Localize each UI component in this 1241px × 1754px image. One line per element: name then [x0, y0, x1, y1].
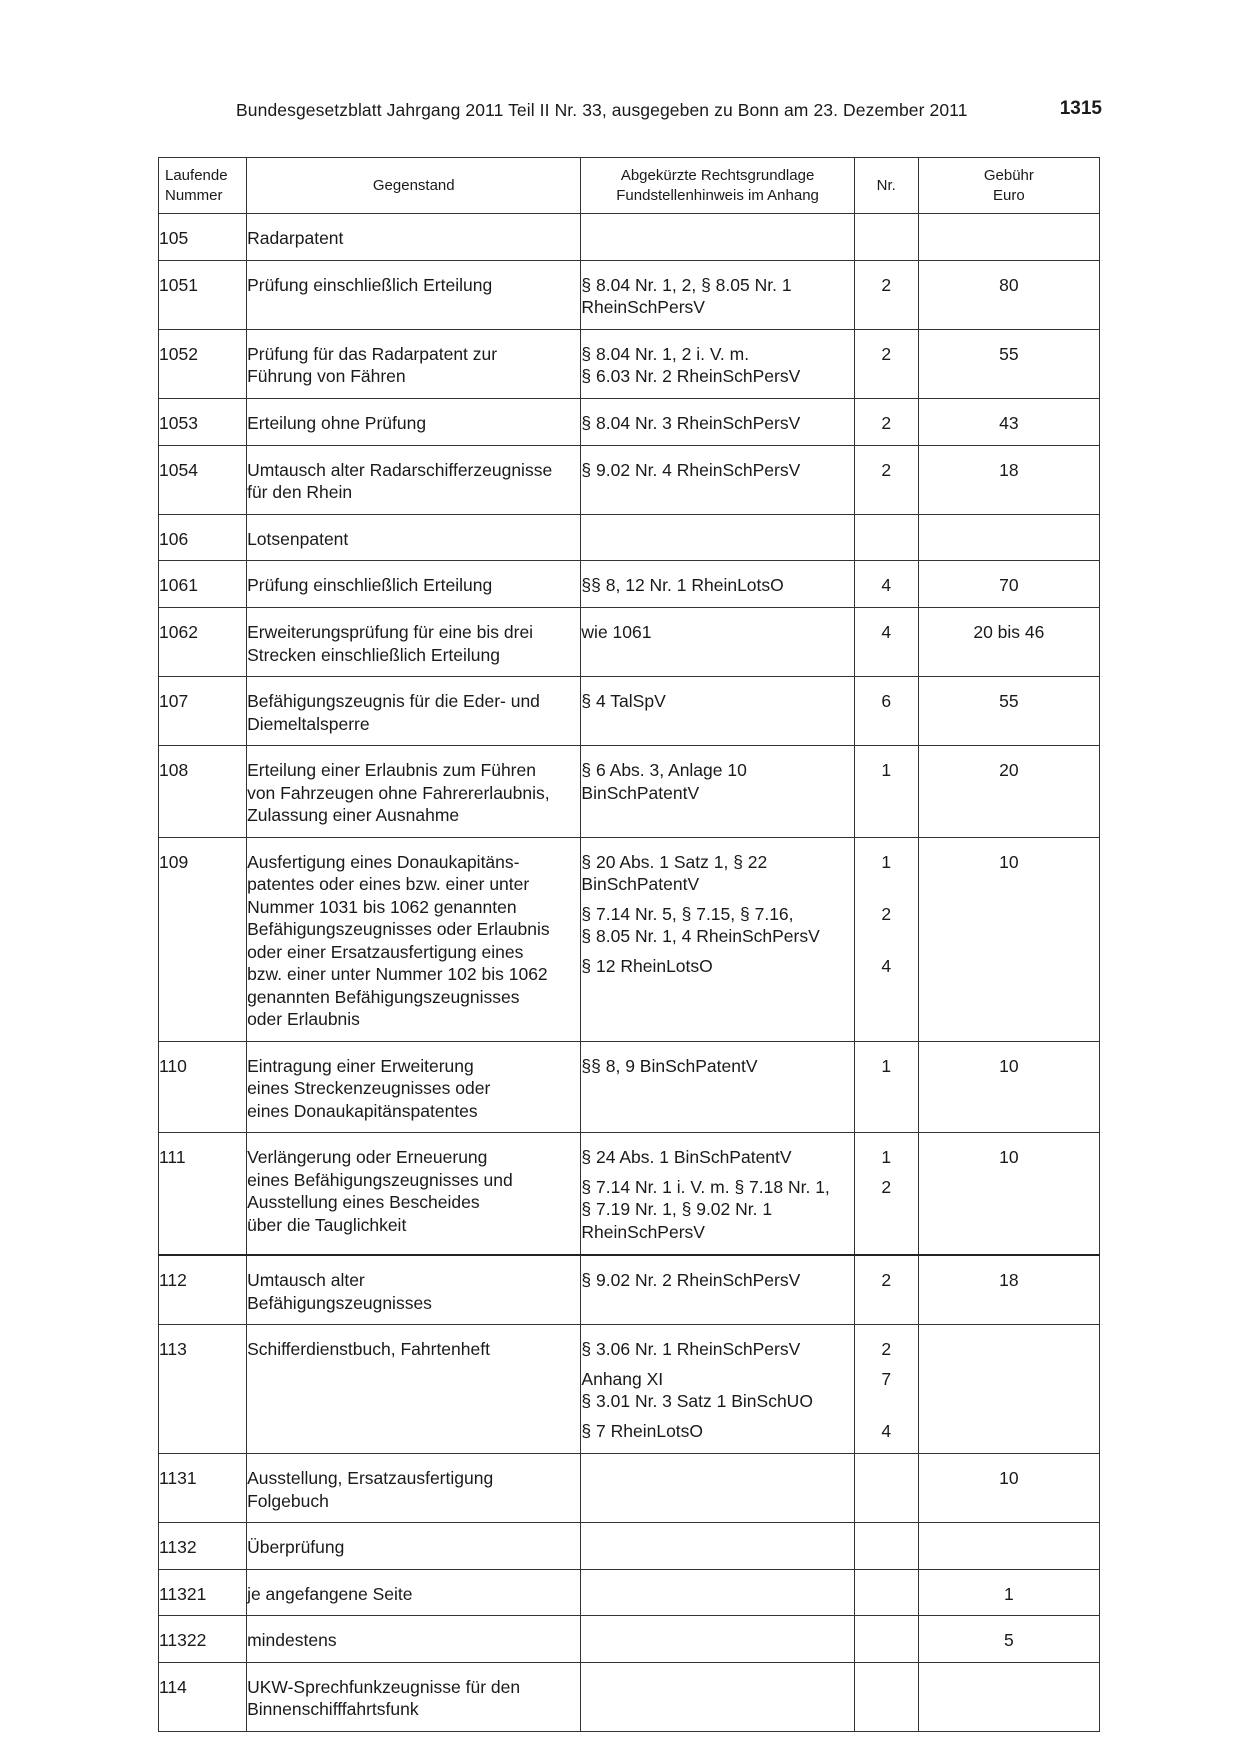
row-gebuehr: 55 — [918, 329, 1099, 398]
nr-value: 4 — [881, 575, 892, 595]
row-nr — [854, 837, 918, 1041]
nr-value: 4 — [881, 1421, 892, 1441]
nr-value: 2 — [881, 1270, 892, 1290]
row-nummer: 112 — [159, 1255, 247, 1325]
header-laufende-nummer: Laufende Nummer — [159, 158, 247, 214]
row-nummer: 110 — [159, 1041, 247, 1133]
rechtsgrundlage-line: § 7 RheinLotsO — [581, 1420, 704, 1441]
rechtsgrundlage-line: wie 1061 — [581, 622, 652, 642]
row-nr — [854, 1041, 918, 1133]
row-nummer: 1053 — [159, 398, 247, 445]
row-gegenstand — [247, 1523, 581, 1570]
row-gebuehr — [918, 1325, 1099, 1454]
row-gegenstand — [247, 837, 581, 1041]
gegenstand-line: mindestens — [247, 1630, 337, 1650]
gazette-title: Bundesgesetzblatt Jahrgang 2011 Teil II Nr. 33, ausgegeben zu Bonn am 23. Dezember 2011 — [236, 100, 968, 120]
row-rechtsgrundlage — [581, 1569, 854, 1616]
table-body — [159, 214, 1100, 1732]
row-gebuehr: 70 — [918, 561, 1099, 608]
row-nummer: 109 — [159, 837, 247, 1041]
row-nr — [854, 1662, 918, 1731]
nr-value: 6 — [881, 691, 892, 711]
rechtsgrundlage-line: § 4 TalSpV — [581, 691, 666, 711]
row-gegenstand — [247, 1325, 581, 1454]
rechtsgrundlage-line: § 8.05 Nr. 1, 4 RheinSchPersV — [581, 926, 820, 946]
row-nr — [854, 608, 918, 677]
rechtsgrundlage-block — [581, 412, 853, 435]
rechtsgrundlage-line: RheinSchPersV — [581, 1221, 705, 1242]
nr-value: 2 — [881, 274, 892, 295]
rechtsgrundlage-block — [581, 903, 853, 948]
header-gegenstand: Gegenstand — [247, 158, 581, 214]
rechtsgrundlage-line: § 6.03 Nr. 2 RheinSchPersV — [581, 366, 801, 386]
rechtsgrundlage-line: § 24 Abs. 1 BinSchPatentV — [581, 1147, 792, 1167]
table-row — [159, 608, 1100, 677]
gegenstand-line: Überprüfung — [247, 1537, 345, 1557]
rechtsgrundlage-line: § 12 RheinLotsO — [581, 955, 713, 976]
row-nummer: 1132 — [159, 1523, 247, 1570]
page-header — [0, 100, 1241, 130]
gegenstand-line: je angefangene Seite — [247, 1583, 413, 1604]
row-rechtsgrundlage — [581, 329, 854, 398]
row-rechtsgrundlage — [581, 445, 854, 514]
rechtsgrundlage-line: § 9.02 Nr. 2 RheinSchPersV — [581, 1270, 801, 1290]
rechtsgrundlage-block — [581, 274, 853, 319]
gegenstand-line: Befähigungszeugnis für die Eder- und — [247, 691, 540, 711]
nr-value: 2 — [881, 903, 892, 924]
nr-value: 1 — [881, 1055, 892, 1076]
row-rechtsgrundlage — [581, 837, 854, 1041]
table-row — [159, 214, 1100, 261]
gegenstand-line: Radarpatent — [247, 228, 344, 248]
gegenstand-line: eines Streckenzeugnisses oder — [247, 1078, 491, 1098]
row-gegenstand — [247, 1041, 581, 1133]
nr-value: 2 — [881, 1177, 892, 1197]
nr-value: 4 — [881, 622, 892, 642]
row-nummer: 108 — [159, 746, 247, 838]
row-gebuehr: 10 — [918, 1133, 1099, 1256]
table-row — [159, 1523, 1100, 1570]
rechtsgrundlage-block — [581, 690, 853, 713]
rechtsgrundlage-block — [581, 1368, 853, 1413]
gegenstand-line: Nummer 1031 bis 1062 genannten — [247, 896, 517, 917]
gegenstand-line: Umtausch alter — [247, 1270, 365, 1290]
gegenstand-line: eines Donaukapitänspatentes — [247, 1100, 478, 1121]
rechtsgrundlage-block — [581, 343, 853, 388]
gegenstand-line: genannten Befähigungszeugnisses — [247, 986, 520, 1007]
row-gegenstand — [247, 329, 581, 398]
row-nr — [854, 445, 918, 514]
row-nr — [854, 329, 918, 398]
row-rechtsgrundlage — [581, 608, 854, 677]
row-nummer: 11321 — [159, 1569, 247, 1616]
row-nummer: 105 — [159, 214, 247, 261]
gegenstand-line: über die Tauglichkeit — [247, 1214, 407, 1235]
table-row — [159, 398, 1100, 445]
row-nr — [854, 1255, 918, 1325]
row-gegenstand — [247, 608, 581, 677]
row-gebuehr: 5 — [918, 1616, 1099, 1663]
table-row — [159, 837, 1100, 1041]
rechtsgrundlage-line: §§ 8, 9 BinSchPatentV — [581, 1055, 758, 1076]
row-rechtsgrundlage — [581, 514, 854, 561]
rechtsgrundlage-line: RheinSchPersV — [581, 297, 705, 317]
row-gebuehr: 18 — [918, 1255, 1099, 1325]
row-rechtsgrundlage — [581, 561, 854, 608]
rechtsgrundlage-block — [581, 851, 853, 896]
table-row — [159, 329, 1100, 398]
table-row — [159, 260, 1100, 329]
row-gegenstand — [247, 561, 581, 608]
row-rechtsgrundlage — [581, 398, 854, 445]
row-gegenstand — [247, 1569, 581, 1616]
row-gebuehr: 10 — [918, 837, 1099, 1041]
row-rechtsgrundlage — [581, 260, 854, 329]
row-gebuehr: 20 — [918, 746, 1099, 838]
row-nummer: 1052 — [159, 329, 247, 398]
gegenstand-line: Schifferdienstbuch, Fahrtenheft — [247, 1339, 490, 1359]
nr-value: 1 — [881, 1147, 892, 1167]
rechtsgrundlage-line: § 6 Abs. 3, Anlage 10 — [581, 760, 747, 780]
nr-value: 1 — [881, 851, 892, 872]
row-gegenstand — [247, 260, 581, 329]
table-row — [159, 561, 1100, 608]
row-gegenstand — [247, 214, 581, 261]
gegenstand-line: Zulassung einer Ausnahme — [247, 805, 460, 825]
rechtsgrundlage-line: § 7.19 Nr. 1, § 9.02 Nr. 1 — [581, 1199, 773, 1219]
header-gebuehr: Gebühr Euro — [918, 158, 1099, 214]
row-gegenstand — [247, 1616, 581, 1663]
rechtsgrundlage-block — [581, 1176, 853, 1244]
row-nr — [854, 1523, 918, 1570]
row-nummer: 114 — [159, 1662, 247, 1731]
row-gebuehr: 10 — [918, 1041, 1099, 1133]
nr-value: 2 — [881, 459, 892, 480]
row-nummer: 107 — [159, 677, 247, 746]
row-rechtsgrundlage — [581, 1133, 854, 1256]
gegenstand-line: Ausstellung eines Bescheides — [247, 1192, 480, 1212]
table-row — [159, 1041, 1100, 1133]
row-nr — [854, 214, 918, 261]
row-gebuehr: 18 — [918, 445, 1099, 514]
row-rechtsgrundlage — [581, 1325, 854, 1454]
gegenstand-line: oder einer Ersatzausfertigung eines — [247, 941, 524, 962]
row-nummer: 1051 — [159, 260, 247, 329]
row-nr — [854, 746, 918, 838]
header-nr: Nr. — [854, 158, 918, 214]
row-nr — [854, 514, 918, 561]
gegenstand-line: für den Rhein — [247, 482, 353, 502]
gegenstand-line: Prüfung einschließlich Erteilung — [247, 575, 493, 595]
gegenstand-line: oder Erlaubnis — [247, 1009, 360, 1029]
header-rechtsgrundlage: Abgekürzte Rechtsgrundlage Fundstellenhinweis im Anhang — [581, 158, 854, 214]
table-row — [159, 445, 1100, 514]
row-nummer: 106 — [159, 514, 247, 561]
nr-value: 1 — [881, 760, 892, 780]
row-nummer: 1061 — [159, 561, 247, 608]
gegenstand-line: Prüfung einschließlich Erteilung — [247, 274, 493, 295]
rechtsgrundlage-block — [581, 621, 853, 644]
row-nr — [854, 1616, 918, 1663]
gegenstand-line: Ausfertigung eines Donaukapitäns- — [247, 851, 520, 872]
table-row — [159, 746, 1100, 838]
row-gegenstand — [247, 445, 581, 514]
row-gegenstand — [247, 1255, 581, 1325]
gegenstand-line: Umtausch alter Radarschifferzeugnisse — [247, 459, 553, 480]
rechtsgrundlage-block — [581, 459, 853, 482]
nr-value: 7 — [881, 1369, 892, 1389]
table-row — [159, 1325, 1100, 1454]
rechtsgrundlage-line: § 9.02 Nr. 4 RheinSchPersV — [581, 459, 801, 480]
gegenstand-line: von Fahrzeugen ohne Fahrererlaubnis, — [247, 782, 550, 803]
row-rechtsgrundlage — [581, 677, 854, 746]
gegenstand-line: Befähigungszeugnisses oder Erlaubnis — [247, 919, 550, 939]
nr-value: 2 — [881, 343, 892, 364]
gegenstand-line: Ausstellung, Ersatzausfertigung — [247, 1468, 494, 1488]
row-rechtsgrundlage — [581, 746, 854, 838]
row-gebuehr — [918, 514, 1099, 561]
rechtsgrundlage-line: § 7.14 Nr. 1 i. V. m. § 7.18 Nr. 1, — [581, 1176, 830, 1197]
row-rechtsgrundlage — [581, 1616, 854, 1663]
table-row — [159, 677, 1100, 746]
rechtsgrundlage-block — [581, 1269, 853, 1292]
rechtsgrundlage-block — [581, 1420, 853, 1443]
row-nr — [854, 561, 918, 608]
rechtsgrundlage-line: § 20 Abs. 1 Satz 1, § 22 — [581, 851, 768, 872]
table-row — [159, 1616, 1100, 1663]
row-gebuehr: 43 — [918, 398, 1099, 445]
nr-value: 4 — [881, 955, 892, 976]
row-nummer: 1062 — [159, 608, 247, 677]
row-gegenstand — [247, 677, 581, 746]
rechtsgrundlage-block — [581, 1146, 853, 1169]
row-rechtsgrundlage — [581, 1255, 854, 1325]
row-rechtsgrundlage — [581, 1662, 854, 1731]
row-gebuehr: 10 — [918, 1454, 1099, 1523]
rechtsgrundlage-line: BinSchPatentV — [581, 874, 700, 894]
gegenstand-line: bzw. einer unter Nummer 102 bis 1062 — [247, 964, 548, 984]
row-gegenstand — [247, 1133, 581, 1256]
gegenstand-line: Verlängerung oder Erneuerung — [247, 1147, 488, 1167]
gegenstand-line: Erteilung einer Erlaubnis zum Führen — [247, 760, 536, 780]
row-gegenstand — [247, 398, 581, 445]
table-row — [159, 1255, 1100, 1325]
table-row — [159, 1454, 1100, 1523]
nr-value: 2 — [881, 412, 892, 433]
rechtsgrundlage-line: BinSchPatentV — [581, 782, 700, 803]
rechtsgrundlage-line: § 8.04 Nr. 1, 2, § 8.05 Nr. 1 — [581, 274, 792, 295]
row-nummer: 1131 — [159, 1454, 247, 1523]
row-gebuehr — [918, 1662, 1099, 1731]
gegenstand-line: Erweiterungsprüfung für eine bis drei — [247, 622, 534, 642]
rechtsgrundlage-block — [581, 574, 853, 597]
gegenstand-line: Befähigungszeugnisses — [247, 1292, 432, 1313]
table-header-row — [159, 158, 1100, 214]
rechtsgrundlage-block — [581, 759, 853, 804]
gegenstand-line: UKW-Sprechfunkzeugnisse für den — [247, 1676, 521, 1697]
gegenstand-line: Folgebuch — [247, 1490, 329, 1511]
rechtsgrundlage-line: § 3.06 Nr. 1 RheinSchPersV — [581, 1339, 801, 1359]
gegenstand-line: Prüfung für das Radarpatent zur — [247, 343, 498, 364]
row-nr — [854, 1454, 918, 1523]
gegenstand-line: Diemeltalsperre — [247, 713, 370, 734]
row-nummer: 111 — [159, 1133, 247, 1256]
row-gebuehr: 20 bis 46 — [918, 608, 1099, 677]
row-rechtsgrundlage — [581, 214, 854, 261]
table-row — [159, 1662, 1100, 1731]
table-row — [159, 1569, 1100, 1616]
row-rechtsgrundlage — [581, 1041, 854, 1133]
row-nr — [854, 260, 918, 329]
rechtsgrundlage-block — [581, 955, 853, 978]
fee-table — [158, 157, 1100, 1732]
row-nr — [854, 1325, 918, 1454]
rechtsgrundlage-block — [581, 1338, 853, 1361]
row-gegenstand — [247, 746, 581, 838]
gegenstand-line: Lotsenpatent — [247, 528, 349, 549]
row-rechtsgrundlage — [581, 1454, 854, 1523]
row-gegenstand — [247, 1662, 581, 1731]
rechtsgrundlage-line: § 8.04 Nr. 3 RheinSchPersV — [581, 412, 801, 433]
row-gebuehr: 1 — [918, 1569, 1099, 1616]
row-nummer: 11322 — [159, 1616, 247, 1663]
row-nr — [854, 1133, 918, 1256]
rechtsgrundlage-block — [581, 1055, 853, 1078]
gegenstand-line: Binnenschifffahrtsfunk — [247, 1699, 419, 1719]
row-gebuehr: 80 — [918, 260, 1099, 329]
gegenstand-line: Eintragung einer Erweiterung — [247, 1055, 474, 1076]
rechtsgrundlage-line: § 7.14 Nr. 5, § 7.15, § 7.16, — [581, 903, 794, 924]
gegenstand-line: patentes oder eines bzw. einer unter — [247, 874, 530, 894]
row-gebuehr: 55 — [918, 677, 1099, 746]
rechtsgrundlage-line: Anhang XI — [581, 1368, 664, 1389]
gegenstand-line: Führung von Fähren — [247, 366, 406, 386]
row-gegenstand — [247, 1454, 581, 1523]
nr-value: 2 — [881, 1339, 892, 1359]
row-nr — [854, 677, 918, 746]
page-number: 1315 — [1059, 98, 1102, 119]
row-nummer: 113 — [159, 1325, 247, 1454]
row-nummer: 1054 — [159, 445, 247, 514]
gegenstand-line: Erteilung ohne Prüfung — [247, 412, 427, 433]
row-rechtsgrundlage — [581, 1523, 854, 1570]
row-nr — [854, 1569, 918, 1616]
table-row — [159, 1133, 1100, 1256]
rechtsgrundlage-line: §§ 8, 12 Nr. 1 RheinLotsO — [581, 575, 784, 595]
row-gebuehr — [918, 214, 1099, 261]
rechtsgrundlage-line: § 8.04 Nr. 1, 2 i. V. m. — [581, 343, 750, 364]
row-nr — [854, 398, 918, 445]
row-gegenstand — [247, 514, 581, 561]
rechtsgrundlage-line: § 3.01 Nr. 3 Satz 1 BinSchUO — [581, 1391, 813, 1411]
gegenstand-line: eines Befähigungszeugnisses und — [247, 1169, 513, 1190]
row-gebuehr — [918, 1523, 1099, 1570]
gegenstand-line: Strecken einschließlich Erteilung — [247, 644, 500, 665]
table-row — [159, 514, 1100, 561]
